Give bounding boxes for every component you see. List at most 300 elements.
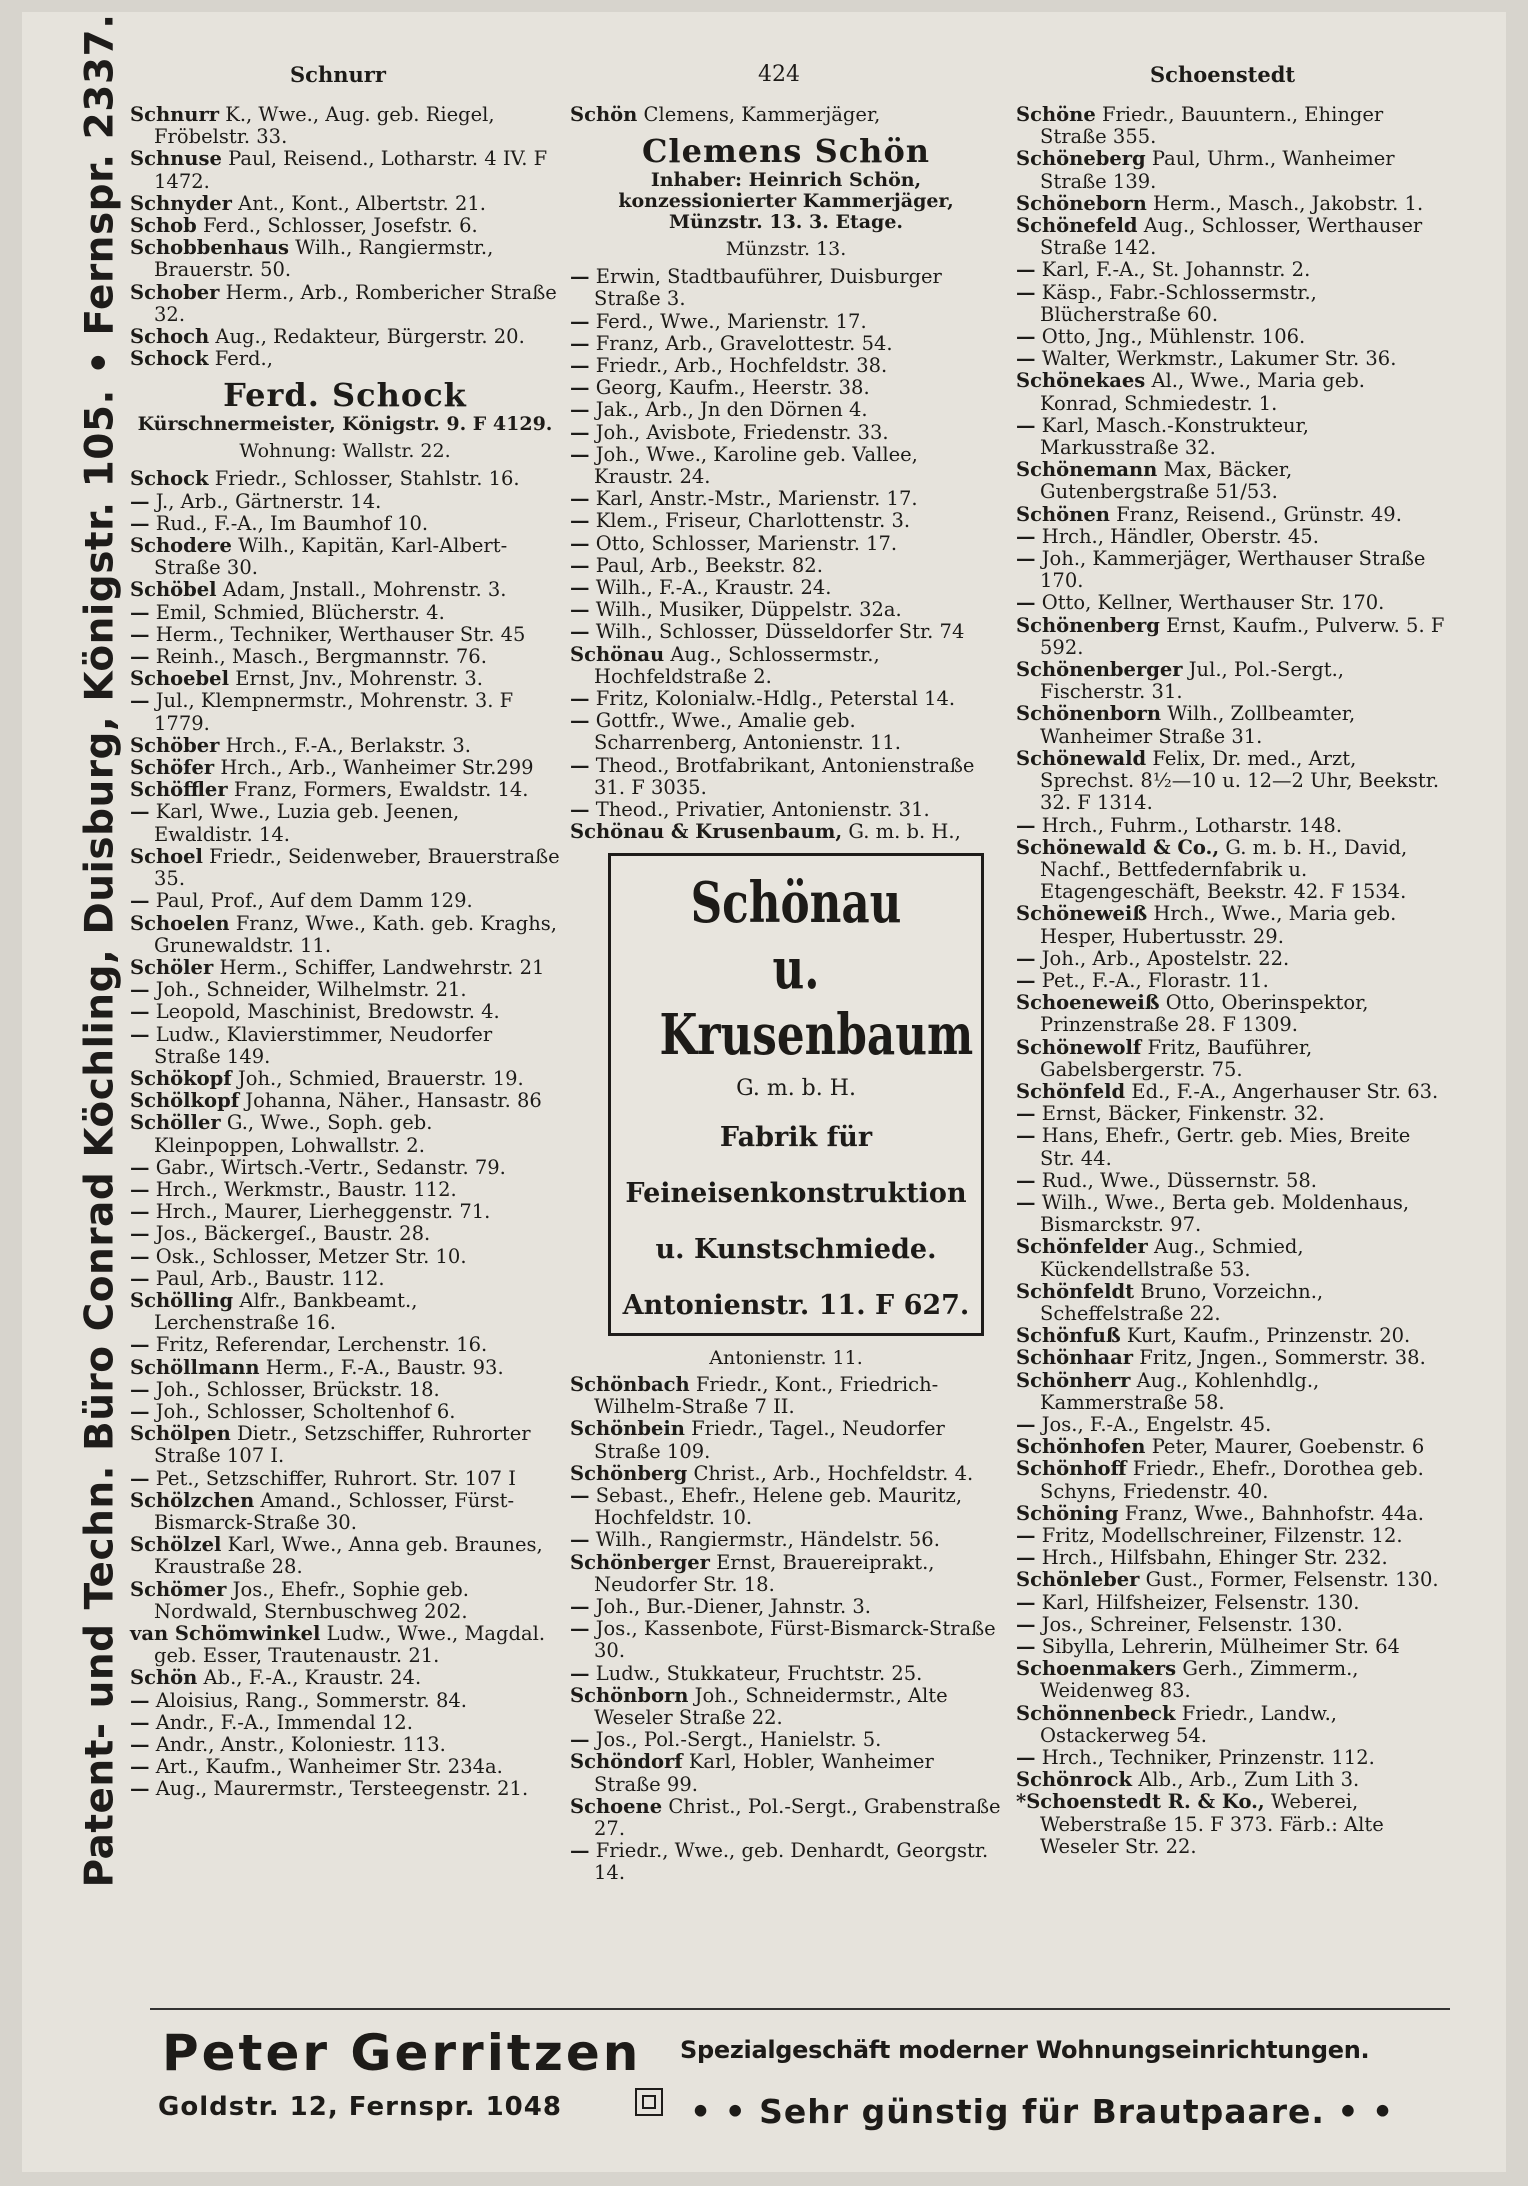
directory-entry bbox=[570, 510, 1002, 532]
entry-surname: Schönfeldt bbox=[1016, 1279, 1135, 1303]
entry-surname: — bbox=[1016, 1124, 1036, 1148]
centered-text: Antonienstr. 11. bbox=[709, 1346, 863, 1369]
entry-details: Peter, Maurer, Goebenstr. 6 bbox=[1151, 1435, 1425, 1459]
directory-entry bbox=[570, 1463, 1002, 1485]
entry-surname: — bbox=[130, 622, 150, 646]
entry-surname: — bbox=[130, 600, 150, 624]
column-3 bbox=[1016, 104, 1446, 1858]
ad-title: Ferd. Schock bbox=[223, 376, 467, 415]
directory-entry bbox=[130, 1090, 560, 1112]
entry-surname: Schöler bbox=[130, 955, 214, 979]
directory-entry bbox=[130, 1778, 560, 1800]
entry-surname: Schönberg bbox=[570, 1461, 688, 1485]
entry-surname: Schoenmakers bbox=[1016, 1657, 1177, 1681]
entry-surname: — bbox=[1016, 591, 1036, 615]
entry-surname: — bbox=[570, 753, 590, 777]
entry-details: Paul, Uhrm., Wanheimer Straße 139. bbox=[1040, 147, 1395, 193]
directory-entry bbox=[130, 1024, 560, 1068]
entry-surname: — bbox=[570, 487, 590, 511]
entry-surname: — bbox=[570, 620, 590, 644]
directory-entry bbox=[570, 1485, 1002, 1529]
entry-details: J., Arb., Gärtnerstr. 14. bbox=[155, 489, 382, 513]
entry-details: Aug., Maurermstr., Tersteegenstr. 21. bbox=[155, 1777, 529, 1801]
entry-details: Christ., Pol.-Sergt., Grabenstraße 27. bbox=[594, 1794, 1001, 1840]
entry-surname: — bbox=[570, 531, 590, 555]
directory-entry bbox=[130, 104, 560, 148]
directory-entry bbox=[1016, 703, 1446, 747]
entry-surname: Schobbenhaus bbox=[130, 236, 289, 260]
entry-details: Gust., Former, Felsenstr. 130. bbox=[1145, 1568, 1439, 1592]
entry-surname: Schönherr bbox=[1016, 1368, 1131, 1392]
entry-details: Jos., Kassenbote, Fürst-Bismarck-Straße 30. bbox=[594, 1617, 996, 1663]
directory-entry bbox=[570, 755, 1002, 799]
entry-details: Joh., Schmied, Brauerstr. 19. bbox=[237, 1066, 524, 1090]
entry-surname: — bbox=[1016, 813, 1036, 837]
directory-entry bbox=[130, 624, 560, 646]
entry-surname: Schönbein bbox=[570, 1417, 685, 1441]
entry-details: Joh., Avisbote, Friedenstr. 33. bbox=[595, 420, 889, 444]
directory-entry bbox=[570, 399, 1002, 421]
entry-surname: — bbox=[130, 889, 150, 913]
entry-surname: — bbox=[130, 1266, 150, 1290]
entry-details: Leopold, Maschinist, Bredowstr. 4. bbox=[155, 1000, 500, 1024]
entry-surname: Schönewald & Co., bbox=[1016, 835, 1220, 859]
entry-details: Friedr., Tagel., Neudorfer Straße 109. bbox=[594, 1417, 945, 1463]
entry-details: Dietr., Setzschiffer, Ruhrorter Straße 107 I. bbox=[154, 1422, 531, 1468]
entry-surname: Schönfeld bbox=[1016, 1079, 1126, 1103]
entry-details: Erwin, Stadtbauführer, Duisburger Straße 3. bbox=[594, 265, 942, 311]
directory-entry bbox=[1016, 548, 1446, 592]
entry-details: Ernst, Kaufm., Pulverw. 5. F 592. bbox=[1040, 613, 1445, 659]
entry-details: Pet., F.-A., Florastr. 11. bbox=[1041, 968, 1269, 992]
directory-entry bbox=[1016, 1414, 1446, 1436]
entry-surname: — bbox=[570, 1839, 590, 1863]
directory-entry bbox=[130, 1246, 560, 1268]
entry-surname: Schönewolf bbox=[1016, 1035, 1142, 1059]
entry-surname: Schock bbox=[130, 467, 209, 491]
entry-details: Aug., Kohlenhdlg., Kammerstraße 58. bbox=[1040, 1368, 1320, 1414]
entry-surname: — bbox=[130, 800, 150, 824]
entry-surname: *Schoenstedt R. & Ko., bbox=[1016, 1790, 1265, 1814]
directory-entry bbox=[130, 1068, 560, 1090]
entry-details: Joh., Schneider, Wilhelmstr. 21. bbox=[155, 978, 467, 1002]
directory-entry bbox=[1016, 837, 1446, 904]
entry-surname: — bbox=[570, 1661, 590, 1685]
entry-surname: Schönhoff bbox=[1016, 1457, 1127, 1481]
directory-entry bbox=[1016, 1125, 1446, 1169]
entry-details: Paul, Arb., Beekstr. 82. bbox=[595, 553, 823, 577]
entry-surname: Schöbel bbox=[130, 578, 217, 602]
entry-surname: — bbox=[1016, 325, 1036, 349]
entry-details: Rud., Wwe., Düssernstr. 58. bbox=[1041, 1168, 1317, 1192]
entry-surname: Schoel bbox=[130, 844, 203, 868]
entry-surname: — bbox=[1016, 946, 1036, 970]
entry-details: Aug., Redakteur, Bürgerstr. 20. bbox=[215, 325, 525, 349]
directory-entry bbox=[130, 1623, 560, 1667]
entry-details: Theod., Brotfabrikant, Antonienstraße 31. F 3035. bbox=[594, 753, 975, 799]
directory-entry bbox=[130, 579, 560, 601]
entry-surname: Schöneweiß bbox=[1016, 902, 1148, 926]
directory-entry bbox=[130, 1734, 560, 1756]
entry-details: Andr., F.-A., Immendal 12. bbox=[155, 1710, 413, 1734]
directory-entry bbox=[1016, 1436, 1446, 1458]
entry-surname: — bbox=[570, 1483, 590, 1507]
entry-surname: — bbox=[130, 1377, 150, 1401]
entry-surname: Schönfelder bbox=[1016, 1235, 1148, 1259]
entry-surname: — bbox=[1016, 347, 1036, 371]
entry-surname: Schoene bbox=[570, 1794, 663, 1818]
box-ad-legal-form: G. m. b. H. bbox=[736, 1076, 856, 1102]
directory-entry bbox=[130, 1379, 560, 1401]
entry-surname: — bbox=[130, 489, 150, 513]
entry-surname: Schöne bbox=[1016, 103, 1096, 126]
entry-details: Ludw., Wwe., Magdal. geb. Esser, Trautenaustr. 21. bbox=[154, 1622, 546, 1668]
entry-surname: — bbox=[1016, 1102, 1036, 1126]
ad-address: Wohnung: Wallstr. 22. bbox=[239, 440, 451, 463]
entry-details: Al., Wwe., Maria geb. Konrad, Schmiedestr. 1. bbox=[1040, 369, 1365, 415]
directory-entry bbox=[130, 1667, 560, 1689]
entry-surname: — bbox=[570, 553, 590, 577]
directory-entry bbox=[130, 735, 560, 757]
directory-entry bbox=[1016, 326, 1446, 348]
entry-details: Aug., Schmied, Kückendellstraße 53. bbox=[1040, 1235, 1304, 1281]
entry-details: Friedr., Arb., Hochfeldstr. 38. bbox=[595, 354, 888, 378]
entry-details: Kurt, Kaufm., Prinzenstr. 20. bbox=[1126, 1324, 1411, 1348]
entry-surname: — bbox=[1016, 1546, 1036, 1570]
entry-details: Ernst, Bäcker, Finkenstr. 32. bbox=[1041, 1102, 1325, 1126]
directory-entry bbox=[1016, 1769, 1446, 1791]
directory-entry bbox=[1016, 1636, 1446, 1658]
entry-details: Ant., Kont., Albertstr. 21. bbox=[238, 191, 486, 215]
directory-entry bbox=[570, 533, 1002, 555]
directory-entry bbox=[1016, 903, 1446, 947]
directory-entry bbox=[570, 577, 1002, 599]
entry-surname: Schönenborn bbox=[1016, 702, 1161, 726]
ad-title: Clemens Schön bbox=[641, 132, 931, 171]
entry-surname: — bbox=[130, 1755, 150, 1779]
directory-entry bbox=[570, 1374, 1002, 1418]
entry-details: Jul., Klempnermstr., Mohrenstr. 3. F 1779. bbox=[154, 689, 514, 735]
page-header bbox=[150, 62, 1382, 92]
entry-surname: Schöller bbox=[130, 1111, 221, 1135]
directory-entry bbox=[1016, 259, 1446, 281]
entry-surname: Schober bbox=[130, 280, 220, 304]
entry-surname: — bbox=[130, 1777, 150, 1801]
entry-details: Ed., F.-A., Angerhauser Str. 63. bbox=[1131, 1079, 1439, 1103]
directory-entry bbox=[130, 1112, 560, 1156]
directory-entry bbox=[570, 1529, 1002, 1551]
entry-surname: — bbox=[570, 354, 590, 378]
entry-details: Hrch., Händler, Oberstr. 45. bbox=[1041, 524, 1319, 548]
entry-details: Otto, Oberinspektor, Prinzenstraße 28. F 1309. bbox=[1040, 991, 1369, 1037]
directory-entry bbox=[130, 1579, 560, 1623]
directory-entry bbox=[130, 1490, 560, 1534]
entry-details: Wilh., Musiker, Düppelstr. 32a. bbox=[595, 598, 902, 622]
page-number: 424 bbox=[758, 62, 800, 87]
directory-entry bbox=[130, 1357, 560, 1379]
directory-entry bbox=[1016, 1569, 1446, 1591]
entry-surname: — bbox=[570, 1728, 590, 1752]
entry-details: Ferd., bbox=[214, 347, 273, 371]
directory-entry bbox=[130, 757, 560, 779]
entry-details: Felix, Dr. med., Arzt, Sprechst. 8½—10 u. 12—2 Uhr, Beekstr. 32. F 1314. bbox=[1040, 746, 1440, 815]
entry-surname: — bbox=[570, 442, 590, 466]
directory-entry bbox=[570, 1685, 1002, 1729]
entry-surname: — bbox=[1016, 1412, 1036, 1436]
entry-surname: — bbox=[1016, 1190, 1036, 1214]
footer-company-name: Peter Gerritzen bbox=[162, 2024, 642, 2082]
directory-entry bbox=[1016, 526, 1446, 548]
entry-details: Reinh., Masch., Bergmannstr. 76. bbox=[155, 645, 487, 669]
entry-details: Walter, Werkmstr., Lakumer Str. 36. bbox=[1041, 347, 1397, 371]
footer-company-address: Goldstr. 12, Fernspr. 1048 bbox=[158, 2092, 562, 2122]
entry-details: Karl, Wwe., Luzia geb. Jeenen, Ewaldistr. 14. bbox=[154, 800, 460, 846]
entry-details: Fritz, Jngen., Sommerstr. 38. bbox=[1139, 1346, 1426, 1370]
directory-entry bbox=[570, 1552, 1002, 1596]
directory-entry bbox=[1016, 659, 1446, 703]
directory-entry bbox=[130, 1334, 560, 1356]
directory-entry bbox=[130, 348, 560, 370]
entry-details: Franz, Wwe., Kath. geb. Kraghs, Grunewaldstr. 11. bbox=[154, 911, 557, 957]
entry-details: Friedr., Ehefr., Dorothea geb. Schyns, Friedenstr. 40. bbox=[1040, 1457, 1424, 1503]
entry-surname: Schöning bbox=[1016, 1501, 1119, 1525]
directory-entry bbox=[130, 1179, 560, 1201]
entry-surname: Schön bbox=[130, 1666, 198, 1690]
directory-entry bbox=[1016, 1236, 1446, 1280]
directory-entry bbox=[130, 602, 560, 624]
directory-entry bbox=[570, 799, 1002, 821]
directory-entry bbox=[1016, 1458, 1446, 1502]
box-ad-desc-3: u. Kunstschmiede. bbox=[655, 1233, 937, 1265]
entry-surname: — bbox=[130, 1710, 150, 1734]
directory-entry bbox=[1016, 193, 1446, 215]
entry-details: Hrch., F.-A., Berlakstr. 3. bbox=[225, 733, 471, 757]
entry-details: Paul, Reisend., Lotharstr. 4 IV. F 1472. bbox=[154, 147, 548, 193]
entry-surname: — bbox=[130, 1688, 150, 1712]
directory-entry bbox=[1016, 1370, 1446, 1414]
entry-details: Herm., Arb., Rombericher Straße 32. bbox=[154, 280, 557, 326]
entry-surname: — bbox=[1016, 524, 1036, 548]
entry-surname: — bbox=[1016, 1746, 1036, 1770]
entry-details: Joh., Wwe., Karoline geb. Vallee, Kraustr. 24. bbox=[594, 442, 918, 489]
entry-details: Friedr., Kont., Friedrich-Wilhelm-Straße 7 II. bbox=[594, 1372, 939, 1419]
entry-details: Fritz, Kolonialw.-Hdlg., Peterstal 14. bbox=[595, 687, 956, 711]
directory-entry bbox=[1016, 1614, 1446, 1636]
entry-details: Johanna, Näher., Hansastr. 86 bbox=[245, 1089, 542, 1113]
entry-details: Otto, Jng., Mühlenstr. 106. bbox=[1041, 325, 1306, 349]
entry-surname: Schönefeld bbox=[1016, 214, 1138, 238]
entry-details: Art., Kaufm., Wanheimer Str. 234a. bbox=[155, 1755, 503, 1779]
directory-entry bbox=[570, 644, 1002, 688]
entry-details: Joh., Kammerjäger, Werthauser Straße 170. bbox=[1040, 547, 1426, 593]
entry-details: Paul, Arb., Baustr. 112. bbox=[155, 1266, 385, 1290]
entry-surname: — bbox=[130, 1244, 150, 1268]
entry-surname: — bbox=[130, 1222, 150, 1246]
entry-surname: — bbox=[1016, 258, 1036, 282]
entry-details: Friedr., Wwe., geb. Denhardt, Georgstr. 14. bbox=[594, 1839, 989, 1885]
entry-surname: — bbox=[1016, 547, 1036, 571]
directory-entry bbox=[1016, 1281, 1446, 1325]
entry-details: Herm., Techniker, Werthauser Str. 45 bbox=[155, 622, 526, 646]
entry-details: Alfr., Bankbeamt., Lerchenstraße 16. bbox=[154, 1288, 418, 1335]
directory-entry bbox=[130, 193, 560, 215]
directory-entry bbox=[570, 266, 1002, 310]
entry-surname: Schöndorf bbox=[570, 1750, 683, 1774]
entry-details: Joh., Schneidermstr., Alte Weseler Straße 22. bbox=[594, 1683, 948, 1729]
entry-surname: — bbox=[1016, 280, 1036, 304]
entry-surname: — bbox=[130, 1022, 150, 1046]
entry-surname: Schömer bbox=[130, 1577, 227, 1601]
entry-details: Fritz, Referendar, Lerchenstr. 16. bbox=[155, 1333, 488, 1357]
entry-surname: Schönbach bbox=[570, 1372, 690, 1396]
directory-entry bbox=[570, 422, 1002, 444]
entry-details: Wilh., F.-A., Kraustr. 24. bbox=[595, 576, 832, 600]
entry-surname: Schönfuß bbox=[1016, 1324, 1121, 1348]
entry-surname: Schönhaar bbox=[1016, 1346, 1134, 1370]
directory-entry bbox=[1016, 1703, 1446, 1747]
box-ad-desc-1: Fabrik für bbox=[719, 1121, 873, 1153]
entry-details: Franz, Reisend., Grünstr. 49. bbox=[1116, 502, 1402, 526]
entry-surname: — bbox=[1016, 1524, 1036, 1547]
entry-surname: Schölzel bbox=[130, 1533, 222, 1557]
entry-surname: — bbox=[130, 1733, 150, 1757]
directory-entry bbox=[130, 215, 560, 237]
directory-entry bbox=[1016, 1170, 1446, 1192]
entry-details: Pet., Setzschiffer, Ruhrort. Str. 107 I bbox=[155, 1466, 516, 1490]
directory-entry bbox=[130, 646, 560, 668]
entry-surname: Schoebel bbox=[130, 667, 229, 691]
entry-details: Karl, Hilfsheizer, Felsenstr. 130. bbox=[1041, 1590, 1360, 1614]
entry-details: Käsp., Fabr.-Schlossermstr., Blücherstraße 60. bbox=[1040, 280, 1317, 326]
column-2 bbox=[570, 104, 1002, 1885]
directory-entry bbox=[130, 1468, 560, 1490]
directory-entry bbox=[1016, 282, 1446, 326]
entry-surname: Schob bbox=[130, 214, 197, 238]
entry-surname: Schönekaes bbox=[1016, 369, 1146, 393]
directory-entry bbox=[130, 779, 560, 801]
entry-details: Joh., Bur.-Diener, Jahnstr. 3. bbox=[595, 1594, 871, 1618]
box-ad-desc-2: Feineisenkonstruktion bbox=[625, 1177, 967, 1209]
entry-surname: — bbox=[130, 978, 150, 1002]
entry-details: Adam, Jnstall., Mohrenstr. 3. bbox=[222, 578, 507, 602]
entry-details: Bruno, Vorzeichn., Scheffelstraße 22. bbox=[1040, 1279, 1324, 1325]
directory-entry bbox=[570, 1618, 1002, 1662]
entry-surname: — bbox=[130, 1333, 150, 1357]
entry-details: Jos., F.-A., Engelstr. 45. bbox=[1041, 1412, 1272, 1436]
directory-entry bbox=[130, 1001, 560, 1023]
entry-details: Karl, F.-A., St. Johannstr. 2. bbox=[1041, 258, 1311, 282]
entry-surname: van Schömwinkel bbox=[130, 1622, 321, 1645]
directory-entry bbox=[1016, 1747, 1446, 1769]
entry-details: Franz, Arb., Gravelottestr. 54. bbox=[595, 331, 893, 355]
entry-details: Max, Bäcker, Gutenbergstraße 51/53. bbox=[1040, 458, 1293, 504]
entry-details: Wilh., Wwe., Berta geb. Moldenhaus, Bismarckstr. 97. bbox=[1040, 1190, 1410, 1237]
directory-entry bbox=[130, 846, 560, 890]
directory-entry bbox=[130, 690, 560, 734]
box-ad-address: Antonienstr. 11. F 627. bbox=[622, 1289, 970, 1321]
entry-details: Ab., F.-A., Kraustr. 24. bbox=[203, 1666, 422, 1690]
directory-entry bbox=[570, 1796, 1002, 1840]
directory-entry bbox=[130, 1712, 560, 1734]
entry-surname: Schölzchen bbox=[130, 1488, 255, 1512]
directory-entry bbox=[1016, 615, 1446, 659]
entry-details: G. m. b. H., David, Nachf., Bettfedernfabrik u. Etagengeschäft, Beekstr. 42. F 1534. bbox=[1040, 835, 1408, 904]
directory-entry bbox=[130, 1423, 560, 1467]
directory-entry bbox=[130, 535, 560, 579]
entry-surname: — bbox=[1016, 968, 1036, 992]
entry-details: Herm., F.-A., Baustr. 93. bbox=[265, 1355, 504, 1379]
entry-details: Sibylla, Lehrerin, Mülheimer Str. 64 bbox=[1041, 1635, 1400, 1659]
directory-entry bbox=[570, 377, 1002, 399]
directory-entry bbox=[1016, 1592, 1446, 1614]
entry-surname: — bbox=[570, 1594, 590, 1618]
entry-details: Jos., Ehefr., Sophie geb. Nordwald, Sternbuschweg 202. bbox=[154, 1577, 469, 1623]
entry-details: Friedr., Landw., Ostackerweg 54. bbox=[1040, 1701, 1337, 1747]
entry-details: Weberei, Weberstraße 15. F 373. Färb.: Alte Weseler Str. 22. bbox=[1040, 1790, 1384, 1858]
directory-entry bbox=[130, 237, 560, 281]
directory-entry bbox=[570, 621, 1002, 643]
directory-entry bbox=[130, 491, 560, 513]
entry-surname: — bbox=[570, 398, 590, 422]
directory-entry bbox=[570, 555, 1002, 577]
entry-surname: — bbox=[570, 798, 590, 822]
entry-surname: — bbox=[130, 1399, 150, 1423]
directory-entry bbox=[570, 311, 1002, 333]
entry-surname: Schönberger bbox=[570, 1550, 710, 1574]
directory-entry bbox=[1016, 1081, 1446, 1103]
entry-details: Wilh., Zollbeamter, Wanheimer Straße 31. bbox=[1040, 702, 1356, 748]
header-right-keyword: Schoenstedt bbox=[1150, 62, 1296, 87]
entry-details: Ferd., Schlosser, Josefstr. 6. bbox=[202, 214, 478, 238]
column-1 bbox=[130, 104, 560, 1801]
entry-details: Hrch., Werkmstr., Baustr. 112. bbox=[155, 1177, 457, 1201]
directory-entry bbox=[1016, 1347, 1446, 1369]
box-ad-title-1: Schönau bbox=[690, 870, 902, 937]
footer-advertisement bbox=[150, 2008, 1470, 2158]
entry-surname: Schodere bbox=[130, 534, 232, 558]
entry-details: Otto, Kellner, Werthauser Str. 170. bbox=[1041, 591, 1385, 615]
entry-details: Hrch., Maurer, Lierheggenstr. 71. bbox=[155, 1200, 491, 1224]
entry-surname: Schölkopf bbox=[130, 1089, 240, 1113]
ad-address: Münzstr. 13. bbox=[725, 238, 847, 261]
directory-entry bbox=[570, 444, 1002, 488]
entry-surname: Schönemann bbox=[1016, 458, 1158, 482]
entry-surname: Schönenberger bbox=[1016, 658, 1183, 682]
entry-details: G., Wwe., Soph. geb. Kleinpoppen, Lohwallstr. 2. bbox=[154, 1111, 433, 1157]
footer-slogan: • • Sehr günstig für Brautpaare. • • bbox=[690, 2092, 1395, 2131]
directory-entry bbox=[130, 957, 560, 979]
entry-surname: — bbox=[570, 309, 590, 333]
entry-surname: — bbox=[1016, 1590, 1036, 1614]
entry-details: Georg, Kaufm., Heerstr. 38. bbox=[595, 376, 870, 400]
entry-surname: Schoch bbox=[130, 325, 210, 349]
entry-surname: Schön bbox=[570, 103, 638, 126]
directory-entry bbox=[570, 1729, 1002, 1751]
directory-entry bbox=[1016, 1525, 1446, 1547]
directory-entry bbox=[130, 801, 560, 845]
directory-entry bbox=[1016, 1503, 1446, 1525]
directory-entry bbox=[130, 1690, 560, 1712]
entry-details: Herm., Masch., Jakobstr. 1. bbox=[1153, 191, 1424, 215]
entry-details: Fritz, Bauführer, Gabelsbergerstr. 75. bbox=[1040, 1035, 1313, 1081]
directory-entry bbox=[130, 1157, 560, 1179]
entry-details: Wilh., Schlosser, Düsseldorfer Str. 74 bbox=[595, 620, 965, 644]
entry-details: Osk., Schlosser, Metzer Str. 10. bbox=[155, 1244, 467, 1268]
entry-surname: Schöneborn bbox=[1016, 191, 1147, 215]
entry-details: Ludw., Klavierstimmer, Neudorfer Straße 149. bbox=[154, 1022, 493, 1068]
entry-details: Fritz, Modellschreiner, Filzenstr. 12. bbox=[1041, 1524, 1403, 1547]
ad-subtitle: Kürschnermeister, Königstr. 9. F 4129. bbox=[137, 413, 553, 436]
